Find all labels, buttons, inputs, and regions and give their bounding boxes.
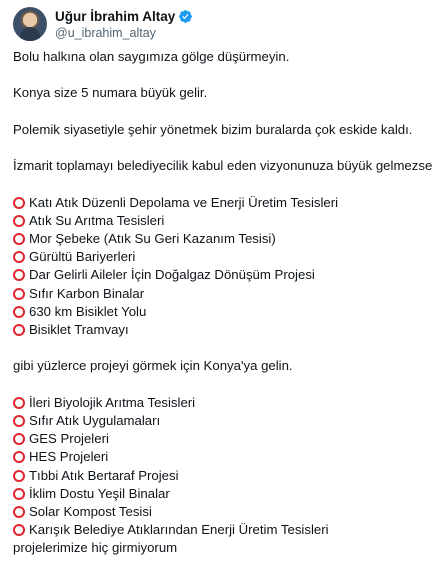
list-item-label: Dar Gelirli Aileler İçin Doğalgaz Dönüşüm Projesi — [29, 267, 315, 283]
list-item — [13, 230, 437, 248]
red-circle-icon — [13, 433, 25, 445]
tweet-line: Konya size 5 numara büyük gelir. — [13, 85, 208, 101]
tweet-line: İzmarit toplamayı belediyecilik kabul eden vizyonunuza büyük gelmezse — [13, 158, 433, 174]
list-item — [13, 521, 437, 539]
red-circle-icon — [13, 324, 25, 336]
red-circle-icon — [13, 197, 25, 209]
project-list-2 — [13, 394, 437, 540]
handle[interactable]: @u_ibrahim_altay — [55, 26, 156, 40]
list-item-label: HES Projeleri — [29, 449, 109, 465]
verified-badge-icon[interactable] — [178, 9, 193, 24]
list-item-label: Solar Kompost Tesisi — [29, 503, 152, 519]
list-item-label: İklim Dostu Yeşil Binalar — [29, 485, 170, 501]
list-item-label: Katı Atık Düzenli Depolama ve Enerji Üretim Tesisleri — [29, 194, 339, 210]
list-item-label: Atık Su Arıtma Tesisleri — [29, 212, 165, 228]
list-item — [13, 430, 437, 448]
list-item-label: 630 km Bisiklet Yolu — [29, 303, 147, 319]
author-info — [55, 7, 193, 41]
list-item-label: GES Projeleri — [29, 431, 109, 447]
list-item — [13, 485, 437, 503]
tweet-header — [13, 4, 193, 44]
list-item — [13, 212, 437, 230]
red-circle-icon — [13, 451, 25, 463]
red-circle-icon — [13, 233, 25, 245]
tweet-line: gibi yüzlerce projeyi görmek için Konya'ya gelin. — [13, 358, 293, 374]
list-item-label: Tıbbi Atık Bertaraf Projesi — [29, 467, 179, 483]
list-item — [13, 503, 437, 521]
list-item — [13, 448, 437, 466]
list-item — [13, 394, 437, 412]
list-item — [13, 194, 437, 212]
list-item — [13, 248, 437, 266]
list-item — [13, 266, 437, 284]
list-item-label: Bisiklet Tramvayı — [29, 321, 129, 337]
list-item — [13, 321, 437, 339]
display-name[interactable]: Uğur İbrahim Altay — [55, 8, 176, 24]
red-circle-icon — [13, 470, 25, 482]
list-item-label: Sıfır Atık Uygulamaları — [29, 412, 161, 428]
list-item-label: Gürültü Bariyerleri — [29, 249, 136, 265]
red-circle-icon — [13, 269, 25, 281]
list-item-label: Mor Şebeke (Atık Su Geri Kazanım Tesisi) — [29, 230, 276, 246]
tweet-text — [13, 48, 437, 558]
red-circle-icon — [13, 288, 25, 300]
red-circle-icon — [13, 215, 25, 227]
red-circle-icon — [13, 306, 25, 318]
project-list-1 — [13, 194, 437, 340]
red-circle-icon — [13, 251, 25, 263]
name-row — [55, 7, 193, 25]
red-circle-icon — [13, 488, 25, 500]
list-item — [13, 412, 437, 430]
list-item — [13, 303, 437, 321]
list-item — [13, 467, 437, 485]
red-circle-icon — [13, 397, 25, 409]
red-circle-icon — [13, 524, 25, 536]
tweet-line: Polemik siyasetiyle şehir yönetmek bizim buralarda çok eskide kaldı. — [13, 121, 413, 137]
avatar[interactable] — [13, 7, 47, 41]
red-circle-icon — [13, 415, 25, 427]
red-circle-icon — [13, 506, 25, 518]
list-item-label: Sıfır Karbon Binalar — [29, 285, 145, 301]
tweet-line: projelerimize hiç girmiyorum — [13, 540, 178, 556]
list-item-label: Karışık Belediye Atıklarından Enerji Üretim Tesisleri — [29, 522, 329, 538]
list-item-label: İleri Biyolojik Arıtma Tesisleri — [29, 394, 196, 410]
tweet-line: Bolu halkına olan saygımıza gölge düşürmeyin. — [13, 49, 290, 64]
list-item — [13, 285, 437, 303]
